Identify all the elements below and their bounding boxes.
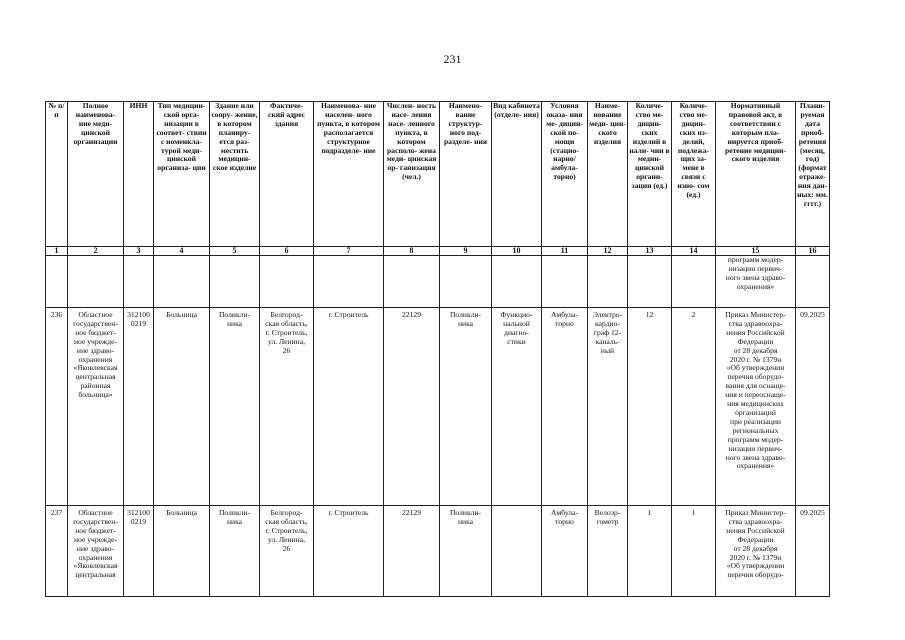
table-cell (46, 256, 68, 308)
qty-available: 1 (628, 506, 672, 597)
settlement: г. Строитель (314, 308, 384, 506)
header-cell: Плани- руемая дата приоб- ретения (месяц, год) (формат отраже- ния дан- ных: мм. гггг.) (796, 102, 830, 247)
address: Белгород- ская область, г. Строитель, ул. Ленина, 26 (260, 308, 314, 506)
table-cell (384, 256, 440, 308)
header-cell: Тип медицин- ской орга- низации в соответ- ствии с номенкла- турой меди- цинской организа- ции (154, 102, 210, 247)
table-cell (210, 256, 260, 308)
table-row (46, 506, 830, 597)
page-number: 231 (443, 52, 462, 66)
address: Белгород- ская область, г. Строитель, ул. Ленина, 26 (260, 506, 314, 597)
column-number: 7 (314, 247, 384, 256)
column-number: 16 (796, 247, 830, 256)
qty-available: 12 (628, 308, 672, 506)
column-number-row (46, 247, 830, 256)
table-cell (440, 256, 492, 308)
column-number: 6 (260, 247, 314, 256)
header-cell: Полное наименова- ние меди- цинской организации (68, 102, 124, 247)
column-number: 4 (154, 247, 210, 256)
org-type: Больница (154, 308, 210, 506)
legal-act: Приказ Министер- ства здравоохра- нения Российской Федерации от 28 декабря 2020 г. № 1379н «Об утверждении перечня оборудо- (716, 506, 796, 597)
header-cell: № п/п (46, 102, 68, 247)
device: Велоэр- гометр (588, 506, 628, 597)
continuation-row (46, 256, 830, 308)
planned-date: 09.2025 (796, 308, 830, 506)
subdivision: Поликли- ника (440, 506, 492, 597)
header-row (46, 102, 830, 247)
table-cell (68, 256, 124, 308)
table-cell (796, 256, 830, 308)
equipment-table (45, 101, 830, 597)
column-number: 3 (124, 247, 154, 256)
column-number: 5 (210, 247, 260, 256)
legal-act: Приказ Министер- ства здравоохра- нения Российской Федерации от 28 декабря 2020 г. № 1379н «Об утверждении перечня оборудо- вания для оснаще- ния и переоснаще- ния медицинских организаций при реализации региональных программ модер- низации первич- ного звена здраво- охранения» (716, 308, 796, 506)
qty-replace: 1 (672, 506, 716, 597)
header-cell: Фактиче- ский адрес здания (260, 102, 314, 247)
table-cell (628, 256, 672, 308)
table-cell (492, 256, 542, 308)
planned-date: 09.2025 (796, 506, 830, 597)
table-row (46, 308, 830, 506)
qty-replace: 2 (672, 308, 716, 506)
row-number: 237 (46, 506, 68, 597)
table-cell (672, 256, 716, 308)
header-cell: Количе- ство ме- дицин- ских из- делий, подлежа- щих за- мене в связи с изно- сом (ед.) (672, 102, 716, 247)
org-name: Областное государствен- ное бюджет- ное учрежде- ние здраво- охранения «Яковлевская центральная районная больница» (68, 308, 124, 506)
header-cell: Наиме- нование меди- цин- ского изделия (588, 102, 628, 247)
legal-act-continuation: программ модер- низации первич- ного звена здраво- охранения» (716, 256, 796, 308)
column-number: 13 (628, 247, 672, 256)
population: 22129 (384, 308, 440, 506)
column-number: 10 (492, 247, 542, 256)
column-number: 11 (542, 247, 588, 256)
header-cell: ИНН (124, 102, 154, 247)
column-number: 9 (440, 247, 492, 256)
table-cell (314, 256, 384, 308)
header-cell: Здание или соору- жение, в котором планиру- ется раз- местить медицин- ское изделие (210, 102, 260, 247)
conditions: Амбула- торно (542, 308, 588, 506)
column-number: 12 (588, 247, 628, 256)
header-cell: Наимено- вание структур- ного под- разделе- ния (440, 102, 492, 247)
column-number: 2 (68, 247, 124, 256)
subdivision: Поликли- ника (440, 308, 492, 506)
cabinet: Функцио- нальной диагно- стики (492, 308, 542, 506)
population: 22129 (384, 506, 440, 597)
table-cell (542, 256, 588, 308)
column-number: 8 (384, 247, 440, 256)
column-number: 1 (46, 247, 68, 256)
inn: 312100 0219 (124, 506, 154, 597)
column-number: 14 (672, 247, 716, 256)
table-cell (260, 256, 314, 308)
org-name: Областное государствен- ное бюджет- ное учрежде- ние здраво- охранения «Яковлевская центральная (68, 506, 124, 597)
inn: 312100 0219 (124, 308, 154, 506)
header-cell: Числен- ность насе- ления насе- ленного пункта, в котором располо- жена меди- цинская ор- ганизация (чел.) (384, 102, 440, 247)
header-cell: Наименова- ние населен- ного пункта, в котором располагается структурное подразделе- ние (314, 102, 384, 247)
building: Поликли- ника (210, 506, 260, 597)
column-number: 15 (716, 247, 796, 256)
building: Поликли- ника (210, 308, 260, 506)
header-cell: Количе- ство ме- дицин- ских изделий в нали- чии в медин- цинской органи- зации (ед.) (628, 102, 672, 247)
header-cell: Условия оказа- ния ме- дицин- ской по- мощи (стацио- нарно/ амбула- торно) (542, 102, 588, 247)
header-cell: Вид кабинета (отделе- ния) (492, 102, 542, 247)
row-number: 236 (46, 308, 68, 506)
device: Электро- кардио- граф 12- каналь- ный (588, 308, 628, 506)
cabinet (492, 506, 542, 597)
conditions: Амбула- торно (542, 506, 588, 597)
table-cell (588, 256, 628, 308)
table-cell (154, 256, 210, 308)
org-type: Больница (154, 506, 210, 597)
settlement: г. Строитель (314, 506, 384, 597)
table-cell (124, 256, 154, 308)
header-cell: Нормативный правовой акт, в соответствии с которым пла- нируется приоб- ретение медицин- ского изделия (716, 102, 796, 247)
